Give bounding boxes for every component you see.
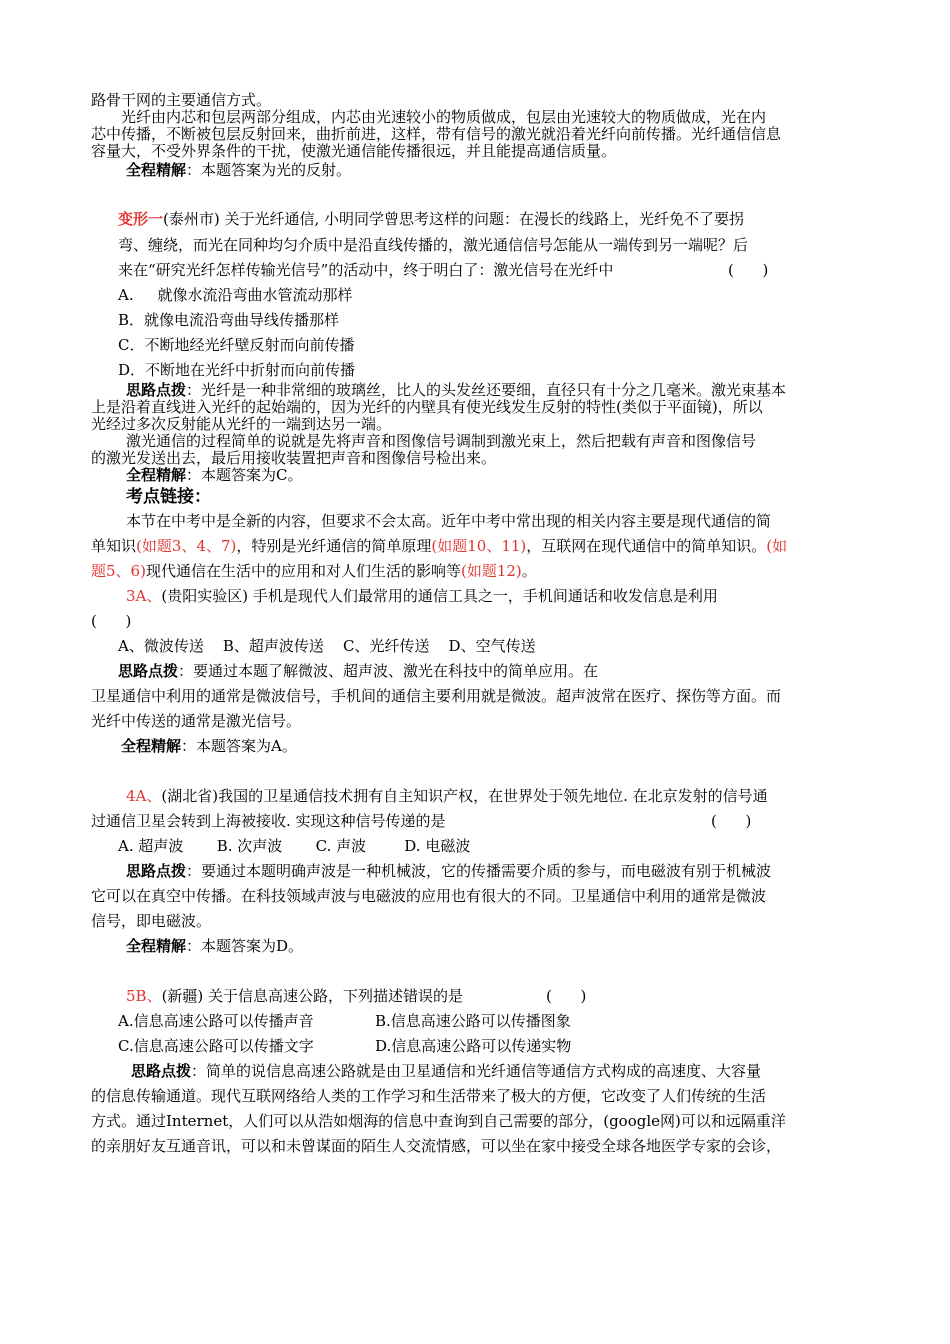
answer-text: ：本题答案为光的反射。 [186, 161, 352, 179]
question-number: 3A、 [126, 587, 162, 605]
choice-d: D．不断地在光纤中折射而向前传播 [118, 361, 356, 379]
variant-label: 变形一 [118, 210, 164, 228]
text-line: 的信息传输通道。现代互联网络给人类的工作学习和生活带来了极大的方便，它改变了人们传统的生活 [91, 1087, 767, 1105]
text-line: 过通信卫星会转到上海被接收. 实现这种信号传递的是 ( ) [91, 812, 752, 830]
text-line: 来在“研究光纤怎样传输光信号”的活动中，终于明白了：激光信号在光纤中 ( ) [118, 261, 769, 279]
text-line: 激光通信的过程简单的说就是先将声音和图像信号调制到激光束上，然后把载有声音和图像信号 [126, 432, 757, 450]
text-line: 光纤由内芯和包层两部分组成，内芯由光速较小的物质做成，包层由光速较大的物质做成，光在内 [121, 108, 767, 126]
hint-label: 思路点拨 [131, 1062, 192, 1080]
text-line: 芯中传播，不断被包层反射回来，曲折前进，这样，带有信号的激光就沿着光纤向前传播。光纤通信信息 [91, 125, 782, 143]
answer-line: 全程精解：本题答案为C。 [126, 466, 303, 484]
text-line: 的亲朋好友互通音讯，可以和未曾谋面的陌生人交流情感，可以坐在家中接受全球各地医学专家的会诊， [91, 1137, 782, 1155]
question-3: 3A、(贵阳实验区) 手机是现代人们最常用的通信工具之一，手机间通话和收发信息是利用 [126, 587, 718, 605]
answer-paren: ( ) [711, 812, 752, 830]
text-line: 弯、缠绕，而光在同种均匀介质中是沿直线传播的，激光通信信号怎能从一端传到另一端呢？后 [118, 236, 749, 254]
text-line: 本节在中考中是全新的内容，但要求不会太高。近年中考中常出现的相关内容主要是现代通信的简 [126, 512, 772, 530]
text-line: 信号，即电磁波。 [91, 912, 212, 930]
choices: A、微波传送 B、超声波传送 C、光纤传送 D、空气传送 [118, 637, 536, 655]
answer-paren: ( ) [546, 987, 587, 1005]
text-line: 上是沿着直线进入光纤的起始端的，因为光纤的内壁具有使光线发生反射的特性(类似于平面镜)，所以 [91, 398, 763, 416]
choice-b: B.信息高速公路可以传播图象 [375, 1012, 571, 1030]
text-line: 方式。通过Internet，人们可以从浩如烟海的信息中查询到自己需要的部分，(google网)可以和远隔重洋 [91, 1112, 786, 1130]
answer-label: 全程精解 [126, 937, 187, 955]
hint-line: 思路点拨：要通过本题了解微波、超声波、激光在科技中的简单应用。在 [118, 662, 599, 680]
answer-paren: ( ) [91, 612, 132, 630]
text-line: 的激光发送出去，最后用接收装置把声音和图像信号检出来。 [91, 449, 497, 467]
answer-label: 全程精解 [126, 466, 187, 484]
choice-a: A.信息高速公路可以传播声音 [118, 1012, 314, 1030]
choice-c: C.信息高速公路可以传播文字 [118, 1037, 314, 1055]
hint-label: 思路点拨 [118, 662, 179, 680]
answer-label: 全程精解 [126, 161, 187, 179]
text-line: 单知识(如题3、4、7)，特别是光纤通信的简单原理(如题10、11)，互联网在现代通信中的简单知识。(如 [91, 537, 788, 555]
variant-question [118, 212, 744, 227]
choices: A. 超声波 B. 次声波 C. 声波 D. 电磁波 [118, 837, 471, 855]
question-4: 4A、(湖北省)我国的卫星通信技术拥有自主知识产权，在世界处于领先地位. 在北京发射的信号通 [126, 787, 768, 805]
question-number: 4A、 [126, 787, 162, 805]
text-line: 它可以在真空中传播。在科技领域声波与电磁波的应用也有很大的不同。卫星通信中利用的通常是微波 [91, 887, 767, 905]
choice-a: A. 就像水流沿弯曲水管流动那样 [118, 286, 353, 304]
answer-line: 全程精解：本题答案为D。 [126, 937, 304, 955]
text-line: 光纤中传送的通常是激光信号。 [91, 712, 302, 730]
answer-paren: ( ) [728, 261, 769, 279]
text-line: 路骨干网的主要通信方式。 [91, 91, 272, 109]
answer-line [126, 163, 351, 178]
answer-label: 全程精解 [121, 737, 182, 755]
question-number: 5B、 [126, 987, 162, 1005]
hint-line: 思路点拨：简单的说信息高速公路就是由卫星通信和光纤通信等通信方式构成的高速度、大容量 [131, 1062, 762, 1080]
question-5: 5B、(新疆) 关于信息高速公路，下列描述错误的是 ( ) [126, 987, 587, 1005]
choice-d: D.信息高速公路可以传递实物 [375, 1037, 572, 1055]
hint-line: 思路点拨：光纤是一种非常细的玻璃丝，比人的头发丝还要细，直径只有十分之几毫米。激光束基本 [126, 381, 787, 399]
text-line: 题5、6)现代通信在生活中的应用和对人们生活的影响等(如题12)。 [91, 562, 537, 580]
text-line: 光经过多次反射能从光纤的一端到达另一端。 [91, 415, 392, 433]
hint-line: 思路点拨：要通过本题明确声波是一种机械波，它的传播需要介质的参与，而电磁波有别于机械波 [126, 862, 772, 880]
hint-label: 思路点拨 [126, 862, 187, 880]
answer-line: 全程精解：本题答案为A。 [121, 737, 297, 755]
text-line: 容量大，不受外界条件的干扰，使激光通信能传播很远，并且能提高通信质量。 [91, 142, 617, 160]
hint-label: 思路点拨 [126, 381, 187, 399]
section-heading: 考点链接： [126, 487, 211, 507]
choice-c: C．不断地经光纤壁反射而向前传播 [118, 336, 355, 354]
text-line: 卫星通信中利用的通常是微波信号，手机间的通信主要利用就是微波。超声波常在医疗、探伤等方面。而 [91, 687, 782, 705]
choice-b: B．就像电流沿弯曲导线传播那样 [118, 311, 340, 329]
variant-text: (泰州市) 关于光纤通信, 小明同学曾思考这样的问题：在漫长的线路上，光纤免不了要拐 [163, 210, 745, 228]
